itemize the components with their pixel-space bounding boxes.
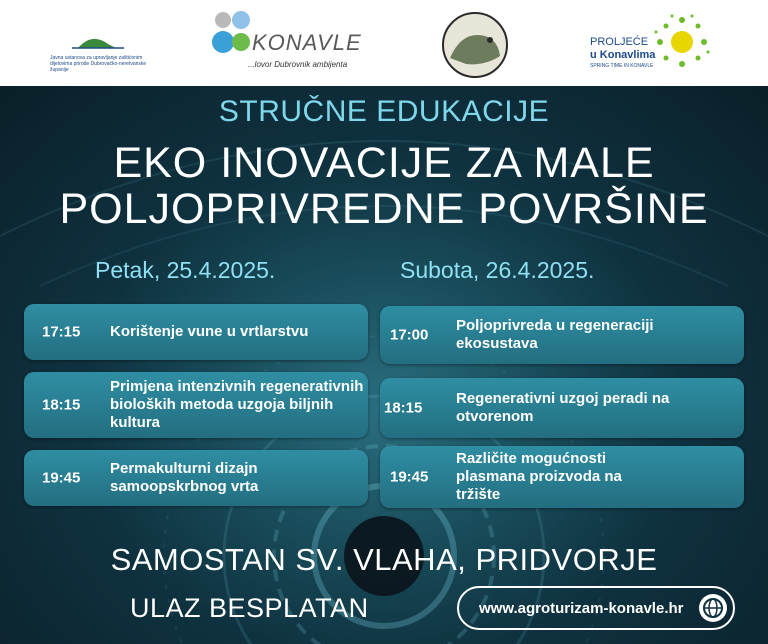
session-topic: Korištenje vune u vrtlarstvu: [110, 323, 309, 340]
konavle-logo: [208, 10, 373, 76]
free-entry-text: ULAZ BESPLATAN: [130, 593, 369, 623]
spring-konavle-logo: [590, 10, 720, 76]
nature-park-logo: [50, 30, 150, 73]
tortoise-icon: [440, 10, 510, 80]
subtitle: STRUČNE EDUKACIJE: [218, 95, 550, 128]
nature-park-logo-text: Javna ustanova za upravljanje zaštićenim dijelovima prirode Dubrovačko-neretvanske županije: [50, 55, 147, 73]
session-topic: Permakulturni dizajn samoopskrbnog vrta: [110, 460, 259, 495]
konavle-tagline: ...lovor Dubrovnik ambijenta: [248, 60, 348, 69]
session-card-sat-1: [380, 306, 744, 364]
turtle-hill-icon: [50, 30, 150, 50]
sun-icon: [652, 12, 712, 72]
website-url[interactable]: www.agroturizam-konavle.hr: [479, 600, 684, 617]
session-card-fri-1: [24, 304, 368, 360]
day-header-friday: Petak, 25.4.2025.: [95, 257, 276, 283]
session-card-fri-3: [24, 450, 368, 506]
session-topic: Primjena intenzivnih regenerativnih bioloških metoda uzgoja biljnih kultura: [110, 378, 364, 431]
session-time: 17:00: [390, 326, 429, 344]
session-card-sat-3: [380, 446, 744, 508]
session-topic: Regenerativni uzgoj peradi na otvorenom: [456, 390, 670, 425]
logo-bar: [0, 0, 768, 86]
session-time: 19:45: [42, 469, 81, 487]
tortoise-emblem-logo: [440, 10, 510, 80]
session-topic: Poljoprivreda u regeneraciji ekosustava: [456, 317, 654, 352]
konavle-name: KONAVLE: [252, 30, 362, 55]
session-card-fri-2: [24, 372, 368, 438]
website-link[interactable]: [457, 586, 735, 630]
title-line-1: EKO INOVACIJE ZA MALE: [113, 139, 655, 187]
session-time: 18:15: [384, 399, 423, 417]
session-time: 19:45: [390, 468, 429, 486]
venue-text: SAMOSTAN SV. VLAHA, PRIDVORJE: [110, 542, 658, 577]
spring-logo-line1: PROLJEĆE: [590, 36, 649, 48]
globe-icon: [699, 594, 727, 622]
title-line-2: POLJOPRIVREDNE POVRŠINE: [59, 185, 709, 233]
session-topic: Različite mogućnosti plasmana proizvoda na tržište: [456, 450, 622, 503]
day-header-saturday: Subota, 26.4.2025.: [400, 257, 595, 283]
session-card-sat-2: [380, 378, 744, 438]
spring-logo-sub: SPRING TIME IN KONAVLE: [590, 63, 654, 69]
spring-logo-line2: u Konavlima: [590, 49, 656, 61]
session-time: 18:15: [42, 396, 81, 414]
session-time: 17:15: [42, 323, 81, 341]
